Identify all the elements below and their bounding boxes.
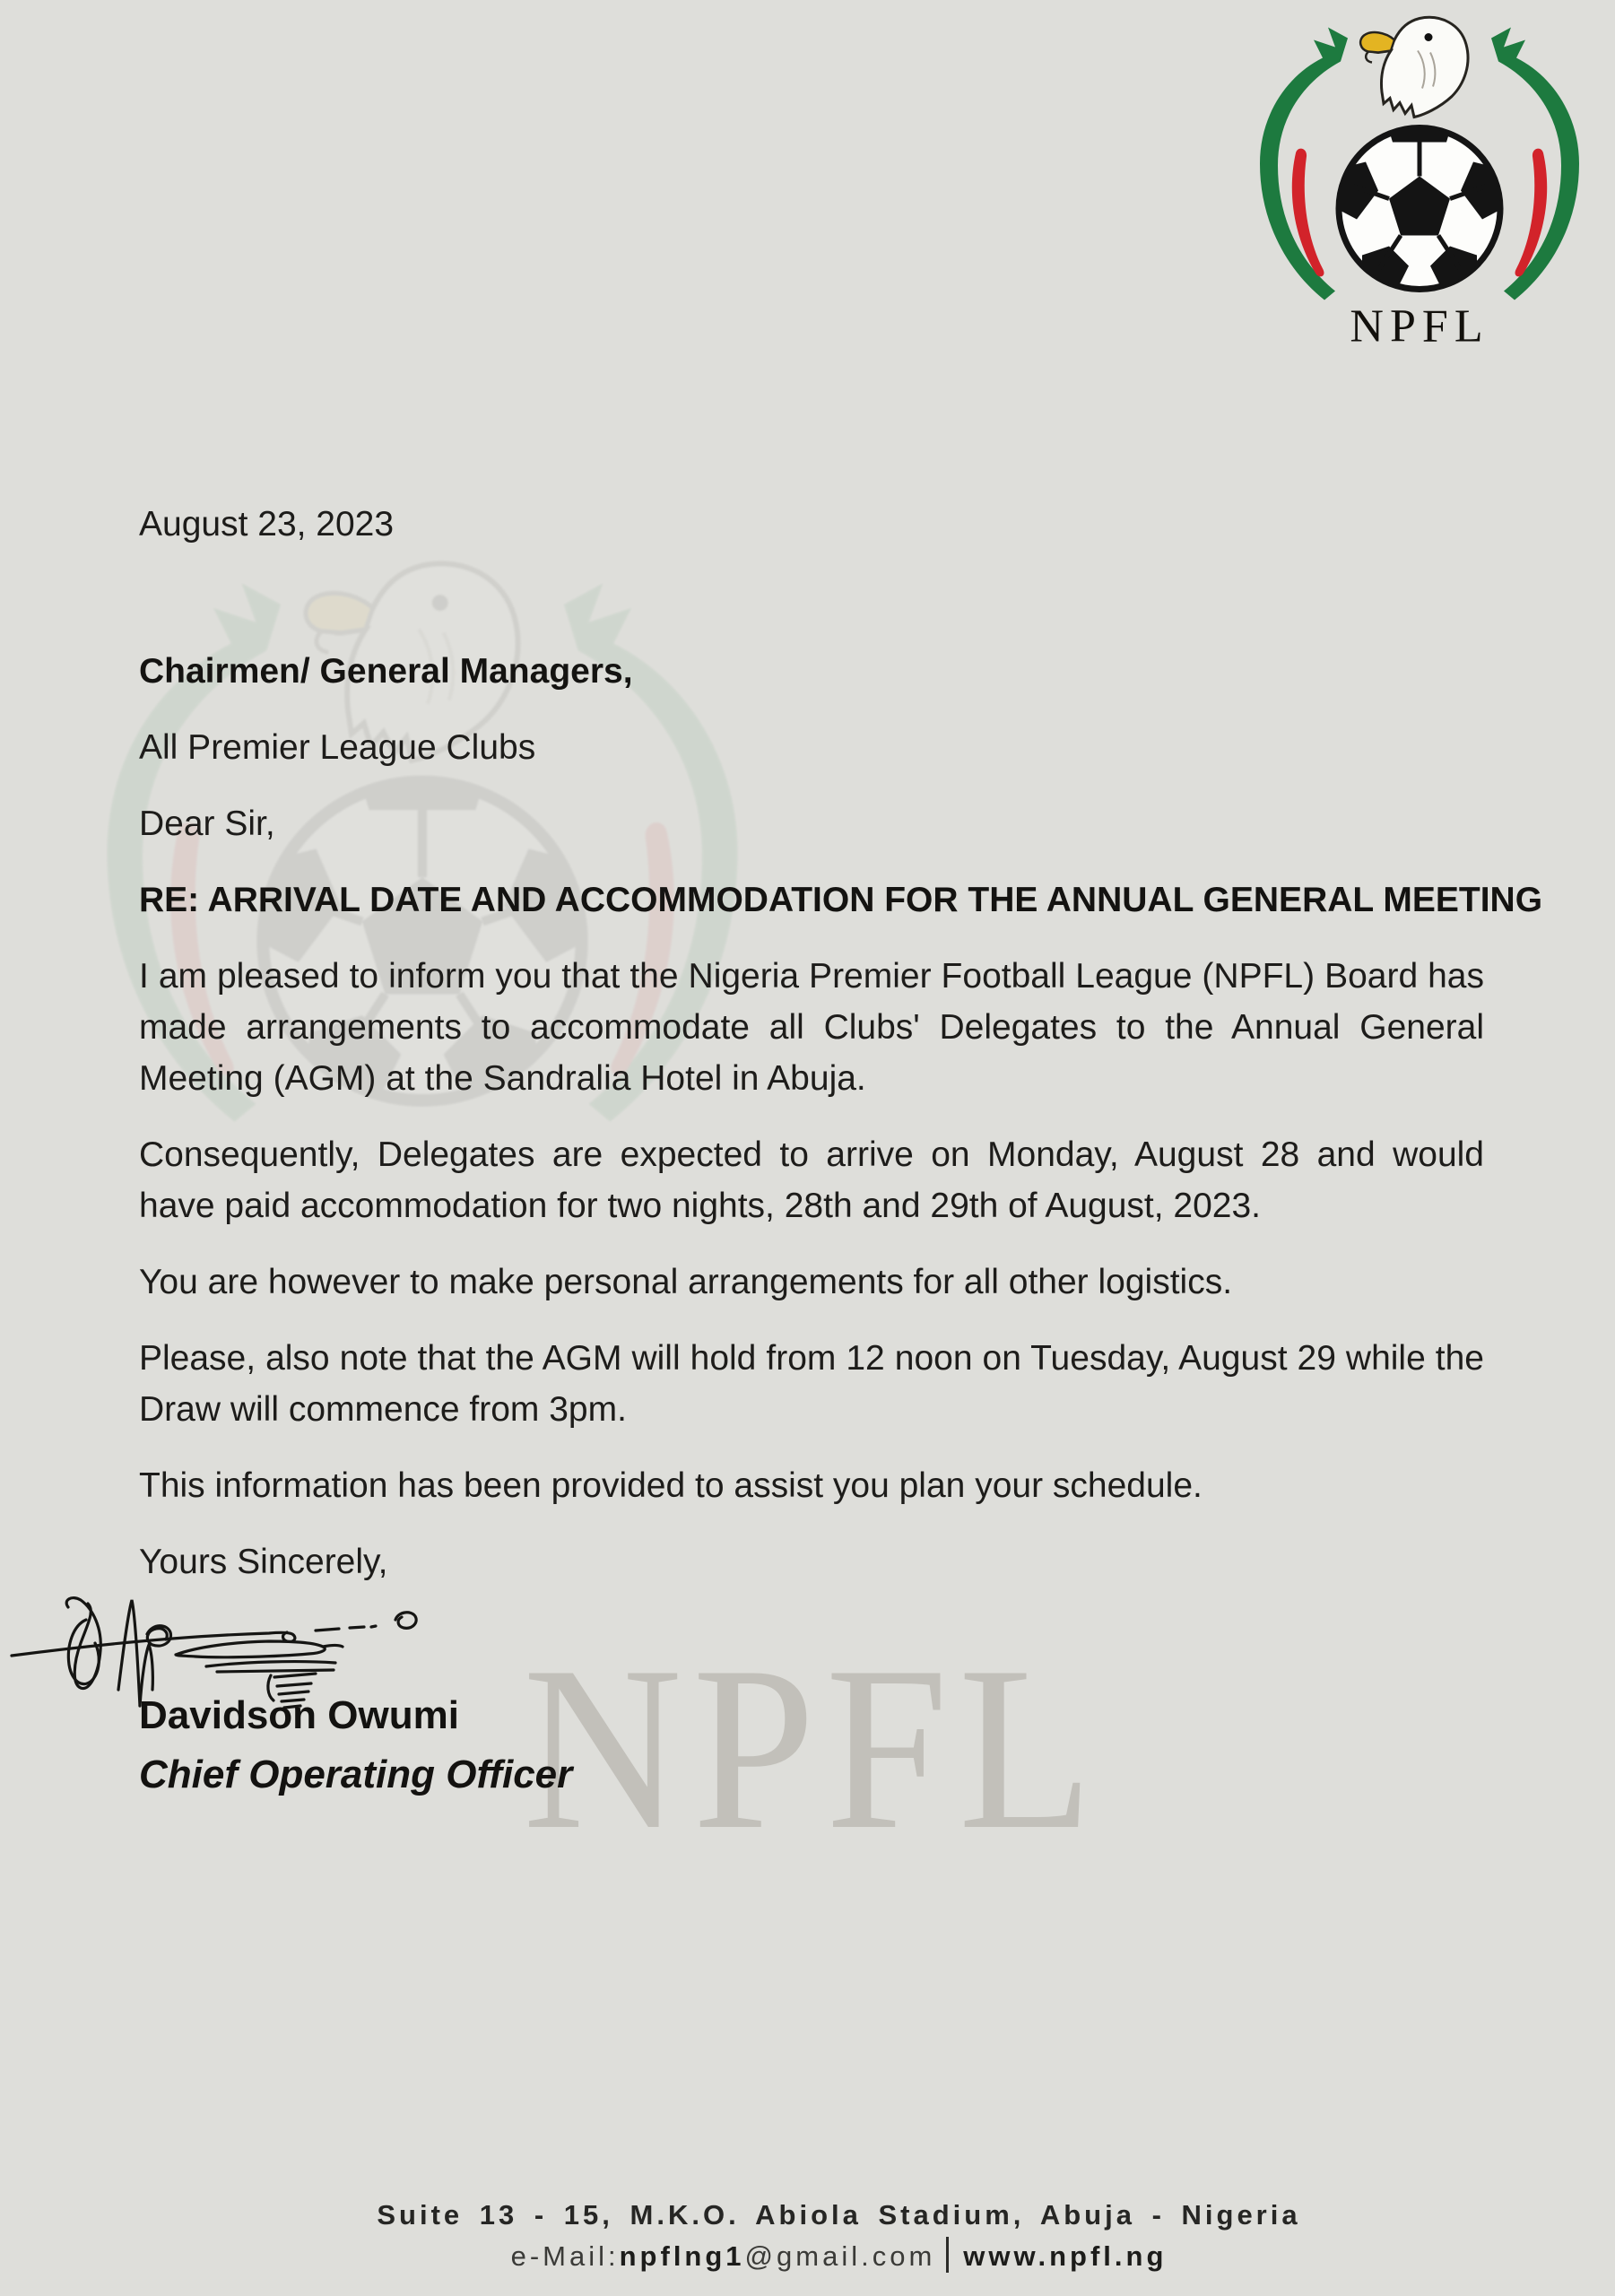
recipient-line2: All Premier League Clubs (139, 728, 536, 767)
signatory-name: Davidson Owumi (139, 1693, 459, 1737)
letter-body (139, 499, 1543, 1587)
body-paragraph: I am pleased to inform you that the Nigeria Premier Football League (NPFL) Board has made arrangements to accommodate all Clubs' Delegates to the Annual General Meeting (AGM) at the Sandralia Hotel in Abuja. (139, 957, 1484, 1098)
body-paragraph: This information has been provided to assist you plan your schedule. (139, 1466, 1203, 1505)
footer-website: www.npfl.ng (963, 2240, 1168, 2272)
footer (63, 2195, 1615, 2277)
footer-email-user: npflng1 (619, 2240, 745, 2272)
body-paragraph: You are however to make personal arrangements for all other logistics. (139, 1263, 1233, 1301)
closing: Yours Sincerely, (139, 1543, 388, 1581)
footer-email-domain: @gmail.com (744, 2240, 936, 2272)
salutation: Dear Sir, (139, 804, 275, 843)
logo-wordmark: NPFL (1350, 300, 1489, 352)
footer-contact (63, 2236, 1615, 2277)
footer-email-label: e-Mail: (510, 2240, 620, 2272)
signatory-block (139, 1686, 572, 1805)
npfl-logo (1242, 4, 1596, 359)
letter-date: August 23, 2023 (139, 505, 395, 544)
body-paragraph: Please, also note that the AGM will hold from 12 noon on Tuesday, August 29 while the Draw will commence from 3pm. (139, 1339, 1484, 1429)
recipient-line1: Chairmen/ General Managers, (139, 652, 633, 691)
signatory-title: Chief Operating Officer (139, 1752, 573, 1796)
footer-separator (946, 2237, 949, 2273)
npfl-text-watermark: NPFL (523, 1618, 1104, 1878)
footer-address: Suite 13 - 15, M.K.O. Abiola Stadium, Abuja - Nigeria (377, 2199, 1301, 2231)
subject-line: RE: ARRIVAL DATE AND ACCOMMODATION FOR THE ANNUAL GENERAL MEETING (139, 881, 1543, 919)
body-paragraph: Consequently, Delegates are expected to arrive on Monday, August 28 and would have paid accommodation for two nights, 28th and 29th of August, 2023. (139, 1135, 1484, 1225)
